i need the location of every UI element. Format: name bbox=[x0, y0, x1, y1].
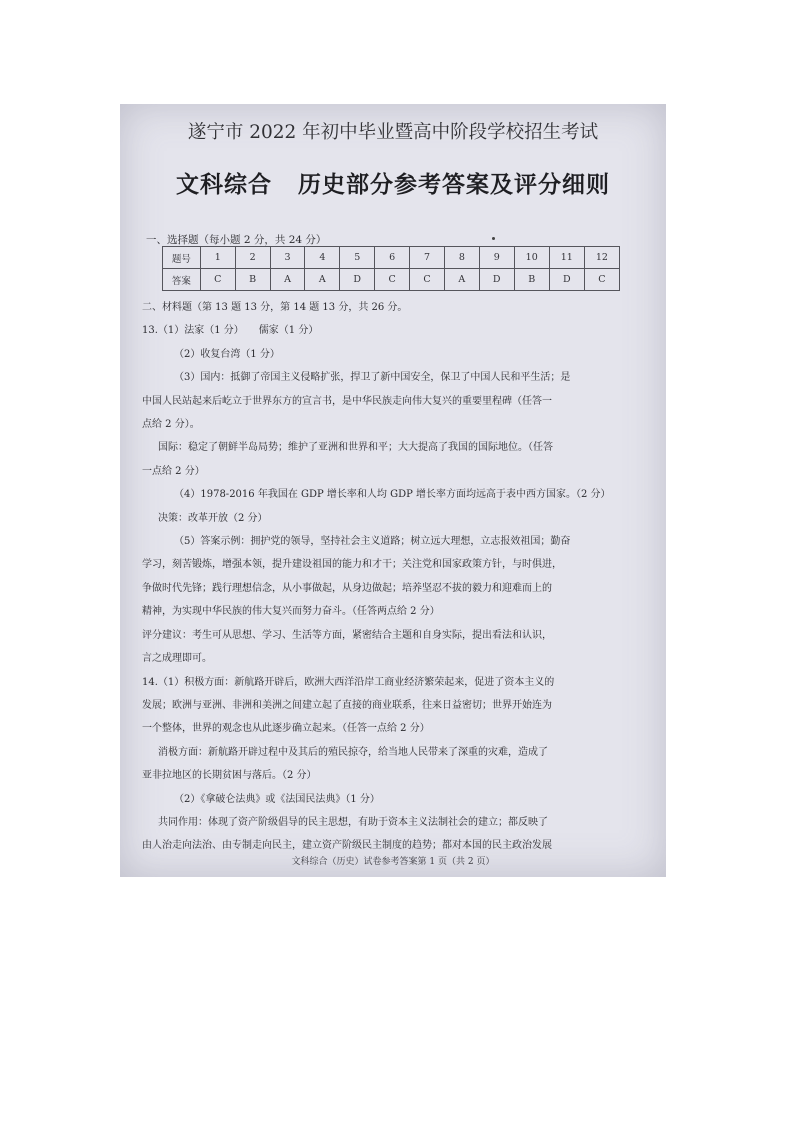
text-line: 中国人民站起来后屹立于世界东方的宣言书，是中华民族走向伟大复兴的重要里程碑（任答一 bbox=[142, 395, 552, 407]
text-line: 争做时代先锋；践行理想信念，从小事做起，从身边做起；培养坚忍不拔的毅力和迎难而上的 bbox=[142, 582, 552, 594]
subject-name: 文科综合 bbox=[176, 171, 272, 198]
table-row bbox=[163, 269, 620, 291]
section-material-heading: 二、材料题（第 13 题 13 分，第 14 题 13 分，共 26 分。 bbox=[142, 302, 408, 313]
table-cell: D bbox=[479, 269, 514, 291]
table-cell: 6 bbox=[375, 247, 410, 269]
text-line: （3）国内：抵御了帝国主义侵略扩张，捍卫了新中国安全，保卫了中国人民和平生活；是 bbox=[174, 372, 571, 384]
text-line: 决策：改革开放（2 分） bbox=[158, 512, 268, 524]
table-cell: 9 bbox=[479, 247, 514, 269]
exam-answer-photo bbox=[120, 104, 666, 877]
table-cell: C bbox=[410, 269, 445, 291]
table-cell: 2 bbox=[235, 247, 270, 269]
table-cell: D bbox=[340, 269, 375, 291]
text-line: 一点给 2 分） bbox=[142, 465, 205, 477]
text-line: （5）答案示例：拥护党的领导，坚持社会主义道路；树立远大理想，立志报效祖国；勤奋 bbox=[174, 536, 571, 548]
text-line: 消极方面：新航路开辟过程中及其后的殖民掠夺，给当地人民带来了深重的灾难，造成了 bbox=[158, 746, 548, 758]
text-line: 学习，刻苦锻炼，增强本领，提升建设祖国的能力和才干；关注党和国家政策方针，与时俱进， bbox=[142, 559, 562, 571]
table-cell: 4 bbox=[305, 247, 340, 269]
text-line: （2）《拿破仑法典》或《法国民法典》（1 分） bbox=[174, 793, 380, 805]
table-cell: C bbox=[584, 269, 619, 291]
table-cell: C bbox=[375, 269, 410, 291]
section-choice-heading: 一、选择题（每小题 2 分，共 24 分） bbox=[146, 234, 327, 246]
table-cell: D bbox=[549, 269, 584, 291]
subtitle-text: 历史部分参考答案及评分细则 bbox=[298, 171, 610, 198]
text-line: 言之成理即可。 bbox=[142, 653, 212, 665]
row-header-number: 题号 bbox=[163, 247, 201, 269]
text-line: 由人治走向法治、由专制走向民主，建立资产阶级民主制度的趋势；都对本国的民主政治发展 bbox=[142, 840, 552, 852]
text-line: 精神，为实现中华民族的伟大复兴而努力奋斗。（任答两点给 2 分） bbox=[142, 606, 440, 618]
table-cell: A bbox=[444, 269, 479, 291]
table-cell: A bbox=[270, 269, 305, 291]
table-cell: 12 bbox=[584, 247, 619, 269]
text-line: （2）收复台湾（1 分） bbox=[174, 348, 280, 360]
table-row bbox=[163, 247, 620, 269]
text-line: 亚非拉地区的长期贫困与落后。（2 分） bbox=[142, 770, 317, 782]
text-line: 国际：稳定了朝鲜半岛局势；维护了亚洲和世界和平；大大提高了我国的国际地位。（任答 bbox=[158, 442, 553, 454]
table-cell: 5 bbox=[340, 247, 375, 269]
table-cell: 11 bbox=[549, 247, 584, 269]
text-line: 发展；欧洲与亚洲、非洲和美洲之间建立起了直接的商业联系，往来日益密切；世界开始连为 bbox=[142, 699, 552, 711]
text-line: 共同作用：体现了资产阶级倡导的民主思想，有助于资本主义法制社会的建立；都反映了 bbox=[158, 816, 548, 828]
table-cell: 8 bbox=[444, 247, 479, 269]
text-line: 14.（1）积极方面：新航路开辟后，欧洲大西洋沿岸工商业经济繁荣起来，促进了资本主义的 bbox=[142, 676, 555, 688]
table-cell: 3 bbox=[270, 247, 305, 269]
document-subtitle bbox=[120, 166, 666, 199]
text-line: 点给 2 分）。 bbox=[142, 419, 200, 431]
text-line: 13.（1）法家（1 分） 儒家（1 分） bbox=[142, 325, 319, 337]
row-header-answer: 答案 bbox=[163, 269, 201, 291]
table-cell: 10 bbox=[514, 247, 549, 269]
text-line: 一个整体，世界的观念也从此逐步确立起来。（任答一点给 2 分） bbox=[142, 723, 430, 735]
table-cell: B bbox=[235, 269, 270, 291]
table-cell: 1 bbox=[200, 247, 235, 269]
answer-table bbox=[162, 246, 620, 291]
answer-body bbox=[142, 296, 650, 858]
speck bbox=[492, 237, 495, 240]
table-cell: 7 bbox=[410, 247, 445, 269]
exam-title: 遂宁市 2022 年初中毕业暨高中阶段学校招生考试 bbox=[187, 122, 599, 143]
page-footer: 文科综合（历史）试卷参考答案第 1 页（共 2 页） bbox=[291, 857, 495, 867]
table-cell: B bbox=[514, 269, 549, 291]
table-cell: C bbox=[200, 269, 235, 291]
text-line: 评分建议：考生可从思想、学习、生活等方面，紧密结合主题和自身实际，提出看法和认识， bbox=[142, 629, 552, 641]
text-line: （4）1978-2016 年我国在 GDP 增长率和人均 GDP 增长率方面均远高于表中西方国家。（2 分） bbox=[174, 489, 611, 501]
table-cell: A bbox=[305, 269, 340, 291]
